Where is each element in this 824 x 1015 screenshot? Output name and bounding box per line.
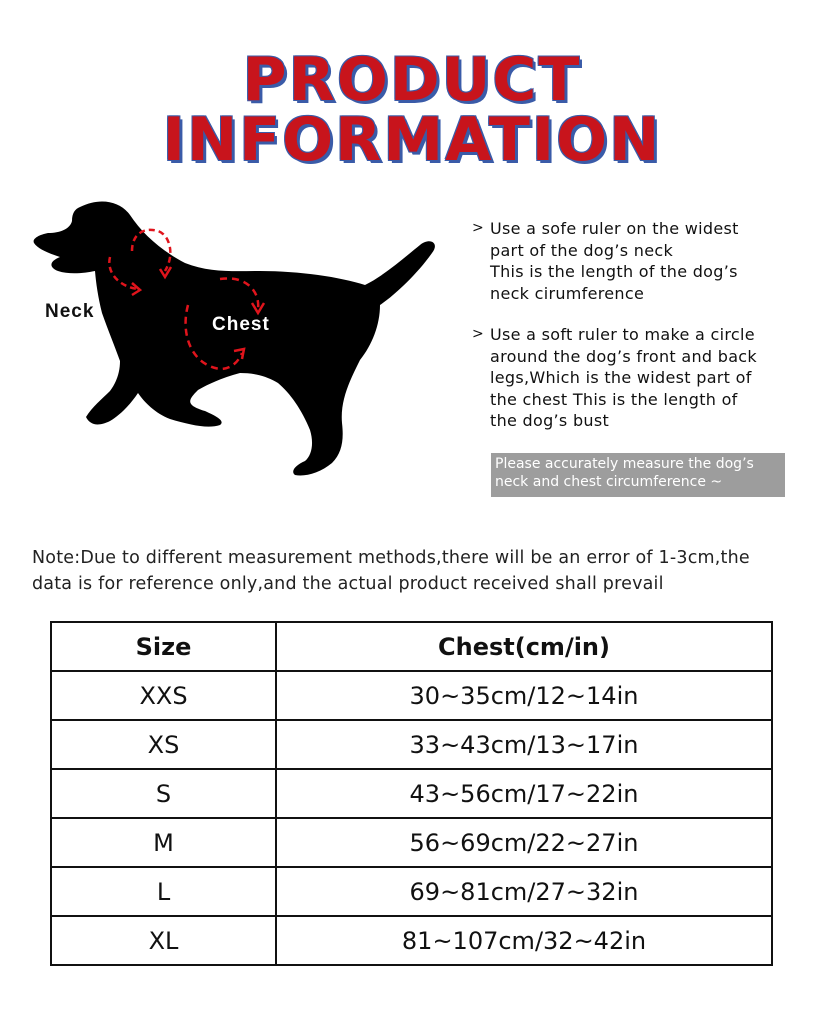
notice-line: neck and chest circumference ~ [495, 474, 723, 490]
chest-cell: 56~69cm/22~27in [276, 818, 772, 867]
header-chest: Chest(cm/in) [276, 622, 772, 671]
neck-instruction [472, 218, 802, 304]
chest-cell: 33~43cm/13~17in [276, 720, 772, 769]
size-cell: S [51, 769, 276, 818]
chest-cell: 30~35cm/12~14in [276, 671, 772, 720]
instruction-line: This is the length of the dog’s [490, 262, 738, 281]
neck-label: Neck [45, 301, 95, 322]
table-row [51, 818, 772, 867]
instruction-line: the dog’s bust [490, 411, 610, 430]
instruction-line: neck cirumference [490, 283, 645, 303]
bullet-marker: > [472, 326, 485, 342]
chest-cell: 43~56cm/17~22in [276, 769, 772, 818]
bullet-marker: > [472, 220, 485, 236]
dog-silhouette-diagram [20, 195, 460, 495]
chest-instruction [472, 324, 802, 432]
instruction-line: around the dog’s front and back [490, 346, 757, 366]
instruction-line: Use a sofe ruler on the widest [490, 219, 739, 238]
size-cell: M [51, 818, 276, 867]
table-row [51, 720, 772, 769]
chest-label: Chest [212, 314, 270, 335]
instruction-line: part of the dog’s neck [490, 240, 674, 260]
table-row [51, 769, 772, 818]
size-chart-table [50, 621, 773, 966]
table-row [51, 916, 772, 965]
instruction-line: legs,Which is the widest part of [490, 368, 752, 387]
measurement-note [32, 545, 812, 597]
table-row [51, 867, 772, 916]
page-title: PRODUCT INFORMATION [162, 45, 662, 175]
size-cell: XXS [51, 671, 276, 720]
note-line: Note:Due to different measurement methods,there will be an error of 1-3cm,the [32, 548, 750, 568]
instruction-line: the chest This is the length of [490, 389, 738, 409]
dog-silhouette [34, 201, 435, 475]
size-cell: L [51, 867, 276, 916]
measure-notice-box [491, 453, 785, 497]
notice-line: Please accurately measure the dog’s [495, 456, 754, 472]
header-size: Size [51, 622, 276, 671]
note-line: data is for reference only,and the actual product received shall prevail [32, 574, 664, 594]
table-row [51, 671, 772, 720]
chest-cell: 81~107cm/32~42in [276, 916, 772, 965]
size-cell: XS [51, 720, 276, 769]
table-header-row [51, 622, 772, 671]
instruction-line: Use a soft ruler to make a circle [490, 325, 755, 344]
size-cell: XL [51, 916, 276, 965]
chest-cell: 69~81cm/27~32in [276, 867, 772, 916]
